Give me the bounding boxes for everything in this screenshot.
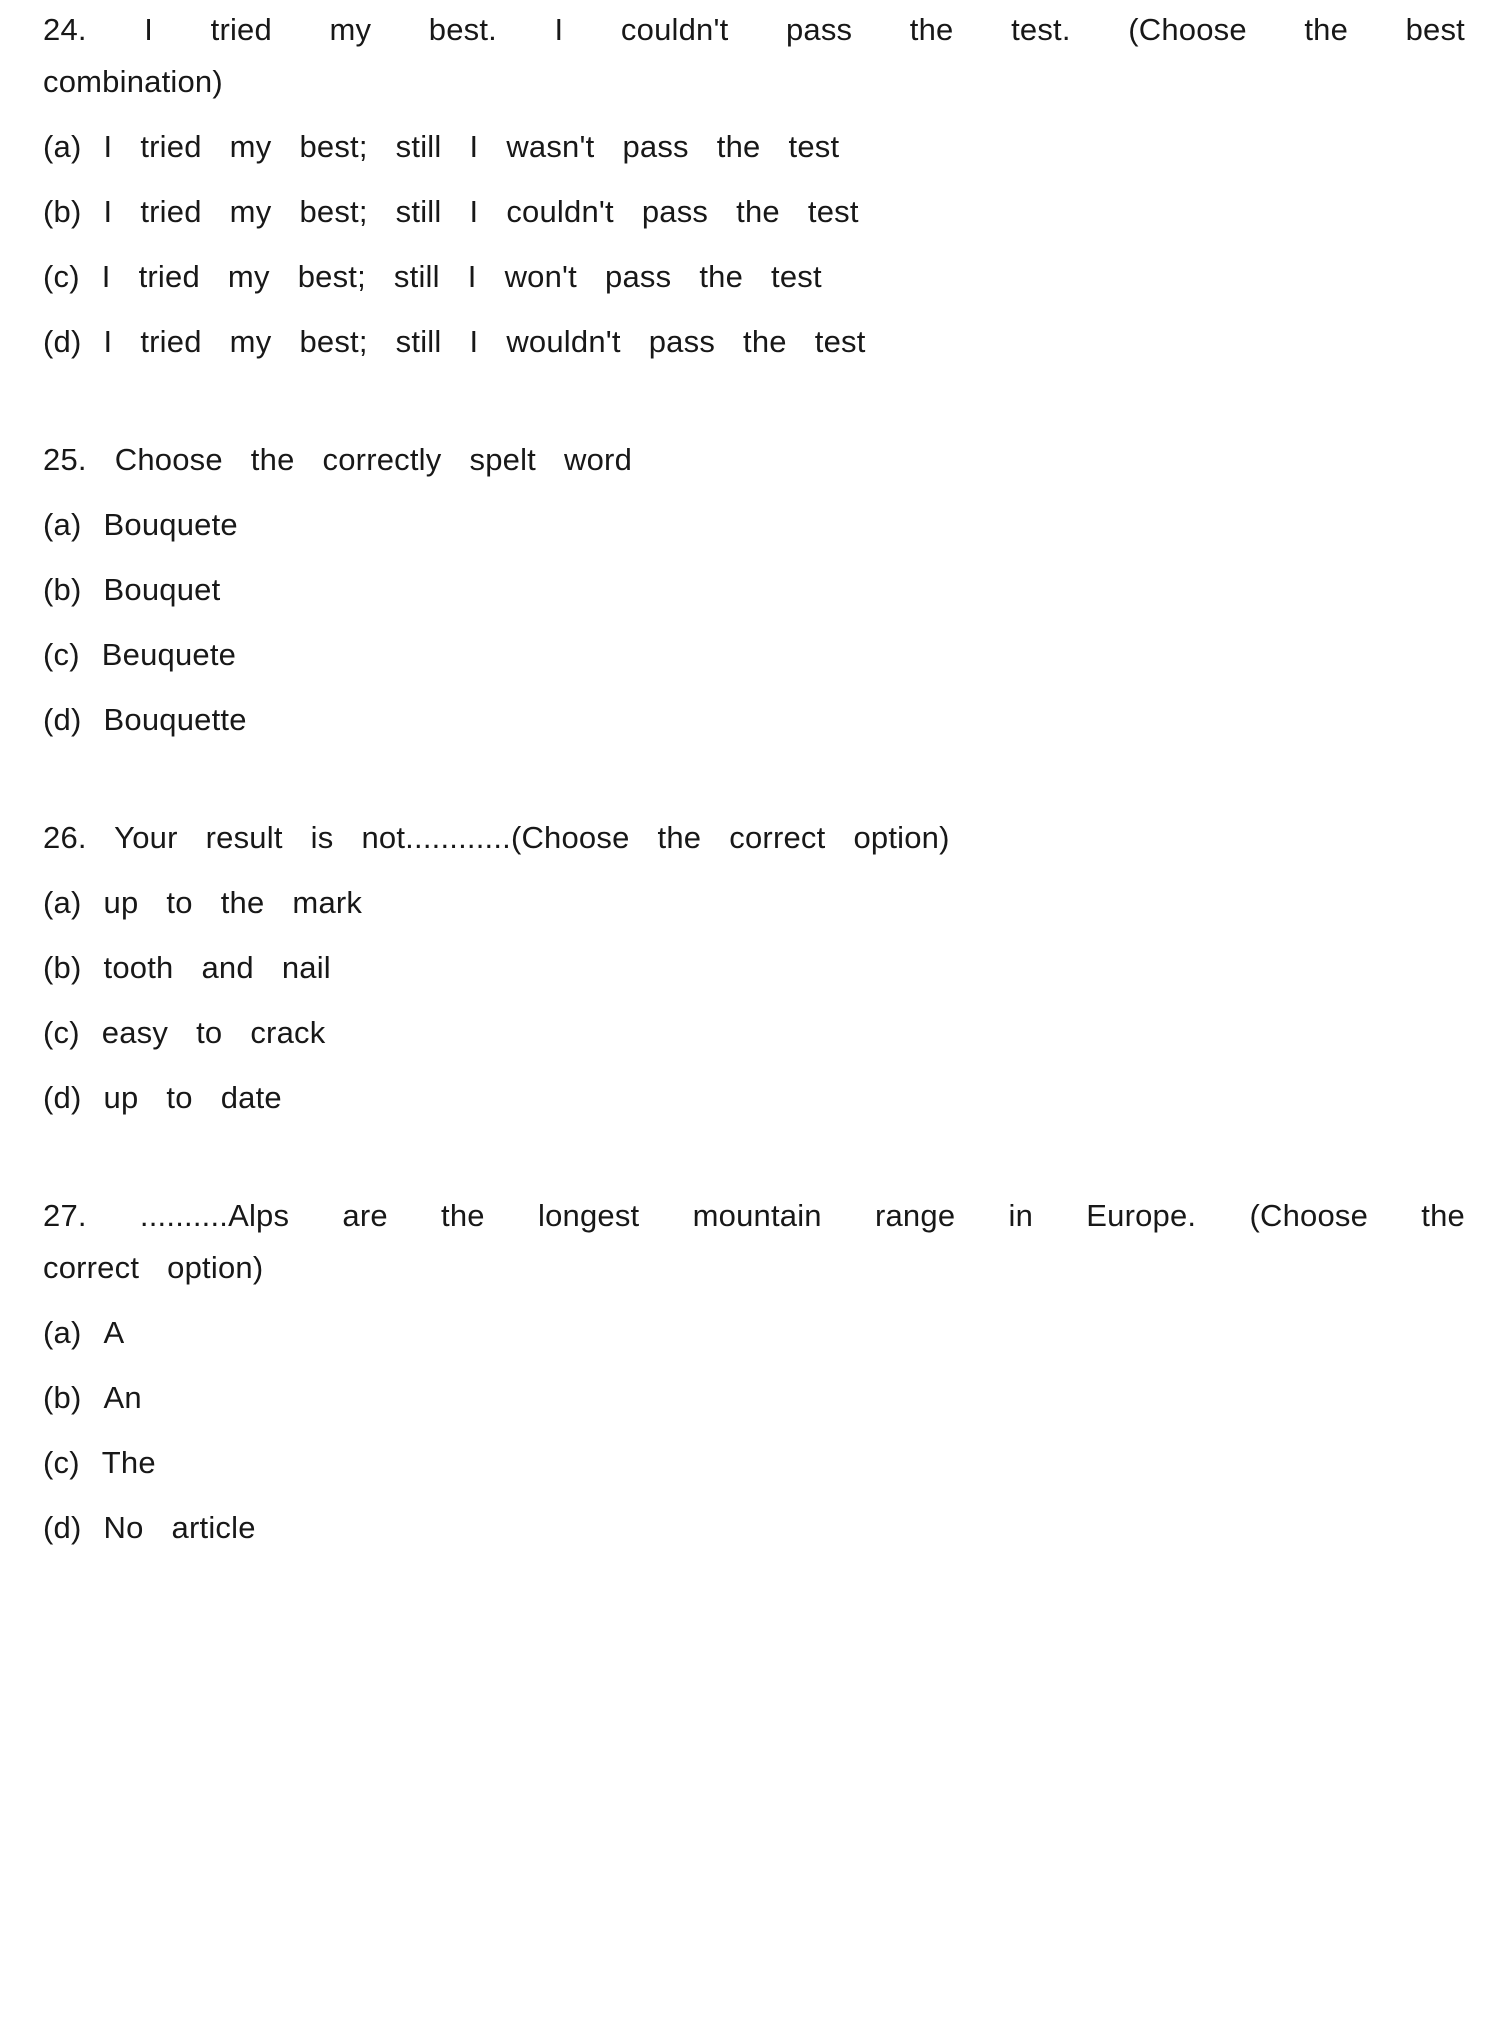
question-27-option-b [43, 1372, 1465, 1424]
option-text: Bouquet [103, 572, 221, 607]
question-27-option-d [43, 1502, 1465, 1554]
option-label: (a) [43, 129, 82, 164]
option-label: (d) [43, 702, 82, 737]
question-24-option-b [43, 186, 1465, 238]
option-label: (d) [43, 1510, 82, 1545]
question-25 [43, 434, 1465, 746]
option-label: (d) [43, 1080, 82, 1115]
option-label: (c) [43, 1445, 80, 1480]
question-25-option-d [43, 694, 1465, 746]
option-text: tooth and nail [103, 950, 331, 985]
option-text: I tried my best; still I won't pass the test [101, 259, 822, 294]
option-text: Bouquette [103, 702, 247, 737]
question-27-text-line-1: 27. ..........Alps are the longest mountain range in Europe. (Choose the [43, 1198, 1465, 1233]
option-text: An [103, 1380, 142, 1415]
option-text: No article [103, 1510, 256, 1545]
question-27-option-a [43, 1307, 1465, 1359]
option-label: (a) [43, 507, 82, 542]
question-27-text-line-2: correct option) [43, 1250, 264, 1285]
question-26 [43, 812, 1465, 1124]
question-26-text-line-1: 26. Your result is not............(Choose the correct option) [43, 820, 950, 855]
question-26-option-a [43, 877, 1465, 929]
question-25-option-c [43, 629, 1465, 681]
question-25-text-line-1: 25. Choose the correctly spelt word [43, 442, 633, 477]
question-24-text-line-1: 24. I tried my best. I couldn't pass the test. (Choose the best [43, 12, 1465, 47]
question-27-option-c [43, 1437, 1465, 1489]
option-text: The [101, 1445, 156, 1480]
question-24-option-d [43, 316, 1465, 368]
option-text: easy to crack [101, 1015, 326, 1050]
question-26-option-d [43, 1072, 1465, 1124]
option-label: (a) [43, 1315, 82, 1350]
question-26-option-c [43, 1007, 1465, 1059]
option-label: (c) [43, 259, 80, 294]
option-label: (a) [43, 885, 82, 920]
option-text: Beuquete [101, 637, 237, 672]
option-text: I tried my best; still I couldn't pass the test [103, 194, 859, 229]
question-26-option-b [43, 942, 1465, 994]
question-24-option-a [43, 121, 1465, 173]
question-27 [43, 1190, 1465, 1554]
option-label: (b) [43, 950, 82, 985]
option-text: up to date [103, 1080, 282, 1115]
question-24-text-line-2: combination) [43, 64, 223, 99]
question-25-option-a [43, 499, 1465, 551]
option-label: (c) [43, 637, 80, 672]
option-text: Bouquete [103, 507, 238, 542]
option-label: (b) [43, 1380, 82, 1415]
question-24-option-c [43, 251, 1465, 303]
option-label: (b) [43, 572, 82, 607]
question-25-option-b [43, 564, 1465, 616]
question-24 [43, 4, 1465, 368]
option-label: (d) [43, 324, 82, 359]
option-text: I tried my best; still I wasn't pass the test [103, 129, 840, 164]
option-label: (b) [43, 194, 82, 229]
option-label: (c) [43, 1015, 80, 1050]
option-text: up to the mark [103, 885, 363, 920]
option-text: I tried my best; still I wouldn't pass the test [103, 324, 866, 359]
option-text: A [103, 1315, 125, 1350]
